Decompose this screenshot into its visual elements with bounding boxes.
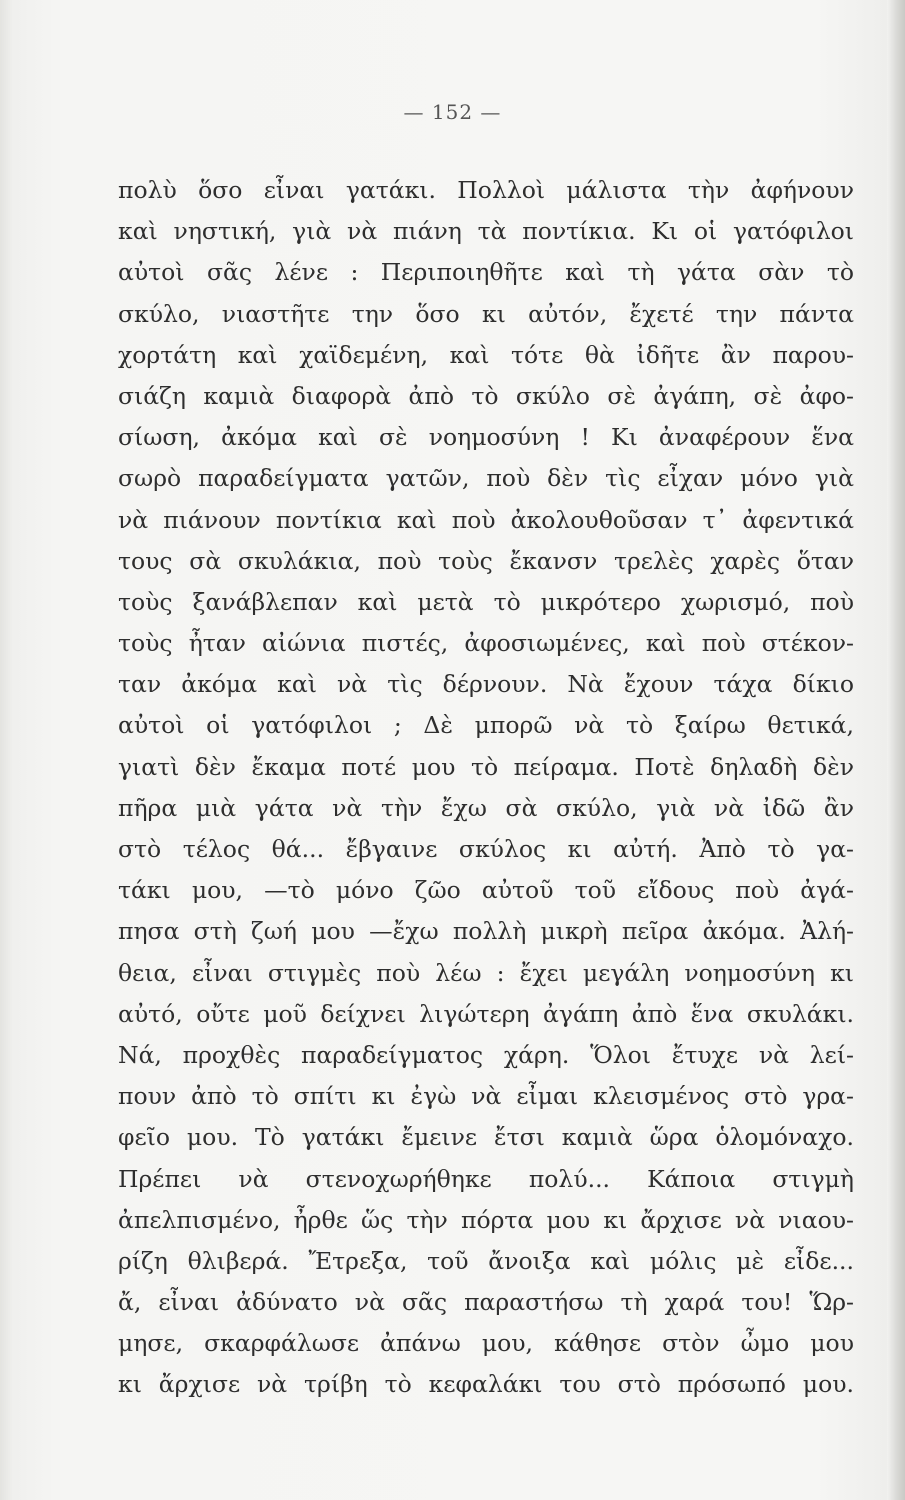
text-line: θεια, εἶναι στιγμὲς ποὺ λέω : ἔχει μεγάλη νοημοσύνη κι bbox=[118, 958, 854, 987]
page-left-edge bbox=[0, 0, 14, 1500]
text-line: πησα στὴ ζωή μου —ἔχω πολλὴ μικρὴ πεῖρα ἀκόμα. Ἀλή- bbox=[118, 917, 854, 946]
text-line: καὶ νηστική, γιὰ νὰ πιάνη τὰ ποντίκια. Κι οἱ γατόφιλοι bbox=[118, 217, 854, 246]
text-line: αὐτοὶ σᾶς λένε : Περιποιηθῆτε καὶ τὴ γάτα σὰν τὸ bbox=[118, 258, 854, 287]
text-line: σιάζη καμιὰ διαφορὰ ἀπὸ τὸ σκύλο σὲ ἀγάπη, σὲ ἀφο- bbox=[118, 381, 854, 410]
text-line: σωρὸ παραδείγματα γατῶν, ποὺ δὲν τὶς εἶχαν μόνο γιὰ bbox=[118, 464, 854, 493]
text-line: ἀπελπισμένο, ἦρθε ὥς τὴν πόρτα μου κι ἄρχισε νὰ νιαου- bbox=[118, 1205, 854, 1234]
text-line: Πρέπει νὰ στενοχωρήθηκε πολύ... Κάποια στιγμὴ bbox=[118, 1164, 854, 1193]
page-number: — 152 — bbox=[403, 100, 502, 124]
text-line: αὐτό, οὔτε μοῦ δείχνει λιγώτερη ἀγάπη ἀπὸ ἕνα σκυλάκι. bbox=[118, 999, 854, 1028]
text-line: τους σὰ σκυλάκια, ποὺ τοὺς ἔκανσν τρελὲς χαρὲς ὅταν bbox=[118, 546, 854, 575]
text-line: ρίζη θλιβερά. Ἔτρεξα, τοῦ ἄνοιξα καὶ μόλις μὲ εἶδε... bbox=[118, 1246, 854, 1275]
text-line: τάκι μου, —τὸ μόνο ζῶο αὐτοῦ τοῦ εἴδους ποὺ ἀγά- bbox=[118, 876, 854, 905]
text-line: τοὺς ἦταν αἰώνια πιστές, ἀφοσιωμένες, καὶ ποὺ στέκον- bbox=[118, 629, 854, 658]
text-line: χορτάτη καὶ χαϊδεμένη, καὶ τότε θὰ ἰδῆτε ἂν παρου- bbox=[118, 340, 854, 369]
text-line: νὰ πιάνουν ποντίκια καὶ ποὺ ἀκολουθοῦσαν τ᾽ ἀφεντικά bbox=[118, 505, 854, 534]
text-line: σκύλο, νιαστῆτε την ὅσο κι αὐτόν, ἔχετέ την πάντα bbox=[118, 299, 854, 328]
text-line: φεῖο μου. Τὸ γατάκι ἔμεινε ἔτσι καμιὰ ὥρα ὁλομόναχο. bbox=[118, 1123, 854, 1152]
text-line: πῆρα μιὰ γάτα νὰ τὴν ἔχω σὰ σκύλο, γιὰ νὰ ἰδῶ ἂν bbox=[118, 793, 854, 822]
text-line: ἄ, εἶναι ἀδύνατο νὰ σᾶς παραστήσω τὴ χαρά του! Ὥρ- bbox=[118, 1288, 854, 1317]
text-line: ταν ἀκόμα καὶ νὰ τὶς δέρνουν. Νὰ ἔχουν τάχα δίκιο bbox=[118, 670, 854, 699]
text-line: σίωση, ἀκόμα καὶ σὲ νοημοσύνη ! Κι ἀναφέρουν ἕνα bbox=[118, 423, 854, 452]
text-line: αὐτοὶ οἱ γατόφιλοι ; Δὲ μπορῶ νὰ τὸ ξαίρω θετικά, bbox=[118, 711, 854, 740]
text-line: μησε, σκαρφάλωσε ἀπάνω μου, κάθησε στὸν ὦμο μου bbox=[118, 1329, 854, 1358]
page-right-edge bbox=[887, 0, 905, 1500]
text-line: πουν ἀπὸ τὸ σπίτι κι ἐγὼ νὰ εἶμαι κλεισμένος στὸ γρα- bbox=[118, 1082, 854, 1111]
text-line: κι ἄρχισε νὰ τρίβη τὸ κεφαλάκι του στὸ πρόσωπό μου. bbox=[118, 1370, 854, 1399]
text-line: γιατὶ δὲν ἔκαμα ποτέ μου τὸ πείραμα. Ποτὲ δηλαδὴ δὲν bbox=[118, 752, 854, 781]
text-line: Νά, προχθὲς παραδείγματος χάρη. Ὅλοι ἔτυχε νὰ λεί- bbox=[118, 1040, 854, 1069]
body-text bbox=[118, 170, 854, 1406]
text-line: πολὺ ὅσο εἶναι γατάκι. Πολλοὶ μάλιστα τὴν ἀφήνουν bbox=[118, 176, 854, 204]
text-line: τοὺς ξανάβλεπαν καὶ μετὰ τὸ μικρότερο χωρισμό, ποὺ bbox=[118, 587, 854, 616]
text-line: στὸ τέλος θά... ἔβγαινε σκύλος κι αὐτή. Ἀπὸ τὸ γα- bbox=[118, 835, 854, 863]
